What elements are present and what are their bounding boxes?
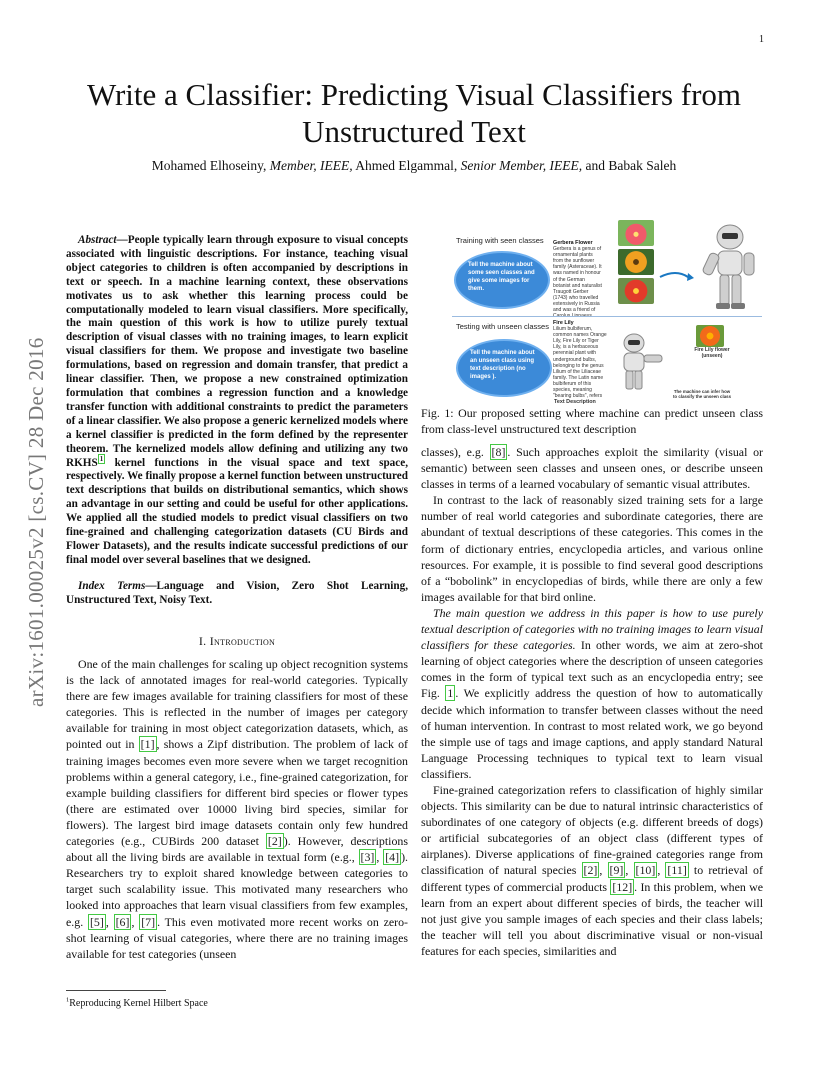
emphasized-text: The main question we address in this paper is how to use purely textual description of categories with no training images to learn visual classifiers for these categories. bbox=[421, 605, 763, 653]
text-run: ). Researchers try to exploit shared knowledge between categories to target such scalability issue. This motivated many researchers who looked into approaches that learn visual classifiers from few examples, e.g. bbox=[66, 850, 408, 929]
robot-icon bbox=[612, 333, 668, 391]
text-run: , bbox=[625, 863, 634, 878]
text-run: ). However, descriptions about all the living birds are available in textual form (e.g., bbox=[66, 834, 408, 865]
fire-lily-label: Fire Lily flower (unseen) bbox=[694, 347, 730, 360]
text-run: In other words, we aim at zero-shot learning of object categories where the description of unseen categories comes in the form of typical text such as an encyclopedia entry; see Fig. bbox=[421, 638, 763, 701]
text-run: . This even motivated more recent works on zero-shot learning of visual categories, where there are no training images available for test categories (unseen bbox=[66, 914, 408, 961]
footnote-divider bbox=[66, 990, 166, 991]
paper-title: Write a Classifier: Predicting Visual Classifiers from Unstructured Text bbox=[86, 77, 742, 149]
text-run: , bbox=[105, 914, 114, 929]
author-name: and Babak Saleh bbox=[585, 158, 677, 173]
citation-link[interactable]: [7] bbox=[141, 914, 156, 929]
citation-link[interactable]: [8] bbox=[491, 445, 506, 459]
footnote-text: Reproducing Kernel Hilbert Space bbox=[69, 998, 208, 1009]
text-run: . In this problem, when we learn from an expert about different species of birds, the teacher will not just give you sample images of each species and their class labels; the teacher will tell you about discriminative visual or non-visual features for each species, similarities and bbox=[421, 879, 764, 958]
citation-link[interactable]: [2] bbox=[583, 863, 598, 878]
gerbera-description bbox=[553, 240, 603, 318]
figure-caption: Fig. 1: Our proposed setting where machine can predict unseen class from class-level unstructured text description bbox=[421, 406, 763, 437]
text-run: . Such approaches exploit the similarity (visual or semantic) between seen classes and unseen ones, or describe unseen classes in terms of a learned vocabulary of semantic visual attributes. bbox=[421, 445, 763, 492]
footnote bbox=[66, 998, 208, 1009]
index-terms bbox=[66, 580, 408, 608]
fire-lily-image bbox=[696, 325, 724, 347]
paragraph: In contrast to the lack of reasonably sized training sets for a large number of real world categories and subordinate categories, there are abundant of textual descriptions of these categories. This comes in the form of dictionary entries, encyclopedia articles, and various online resources. For example, it is possible to find several good descriptions of a “bobolink” in encyclopedias of birds, while there are only a few images available for that bird online. bbox=[421, 493, 763, 604]
author-list bbox=[60, 158, 768, 174]
figure-divider bbox=[452, 316, 762, 317]
citation-link[interactable]: [2] bbox=[267, 834, 282, 849]
description-title: Fire Lily bbox=[553, 320, 574, 326]
abstract-heading: Abstract bbox=[78, 234, 117, 246]
text-run: Fine-grained categorization refers to classification of highly similar objects. This similarity can be due to natural intrinsic characteristics of subordinates of one category of objects (e.g. different breeds of dogs) or artificial subcategories of an object class (different types of airplanes). Diverse applications of fine-grained categories range from classification of natural species bbox=[421, 782, 763, 878]
author-name: Ahmed Elgammal, bbox=[355, 158, 458, 173]
robot-icon bbox=[694, 223, 762, 313]
gerbera-image bbox=[618, 278, 654, 304]
introduction-body bbox=[66, 656, 408, 962]
text-run: , bbox=[376, 850, 384, 865]
paragraph bbox=[66, 656, 408, 962]
citation-link[interactable]: [10] bbox=[635, 863, 656, 878]
paragraph bbox=[421, 605, 763, 782]
section-number: I. bbox=[198, 634, 207, 648]
page-number: 1 bbox=[759, 34, 764, 45]
gerbera-image bbox=[618, 220, 654, 246]
text-run: . We explicitly address the question of how to automatically decide which information to transfer between classes without the need of human intervention. In contrast to most related work, we go beyond the simple use of tags and image captions, and apply standard Natural Language Processing techniques to typical text to learn visual classifiers. bbox=[421, 686, 763, 781]
abstract bbox=[66, 234, 408, 568]
author-name: Mohamed Elhoseiny, bbox=[151, 158, 267, 173]
footnote-mark: 1 bbox=[66, 996, 70, 1004]
right-column-body bbox=[421, 444, 763, 959]
unseen-classes-bubble: Tell the machine about an unseen class using text description (no images ). bbox=[456, 339, 552, 397]
arxiv-identifier[interactable]: arXiv:1601.00025v2 [cs.CV] 28 Dec 2016 bbox=[24, 337, 48, 707]
text-run: to retrieval of different types of commercial products bbox=[421, 863, 763, 894]
citation-link[interactable]: [3] bbox=[360, 850, 375, 865]
unseen-classes-label: Testing with unseen classes bbox=[456, 322, 549, 331]
citation-link[interactable]: [9] bbox=[609, 863, 624, 878]
text-run: , bbox=[657, 863, 666, 878]
abstract-text: kernel functions in the visual space and text space, respectively. We finally propose a kernel function between unstructured text descriptions that builds on distributional semantics, which shows an advantage in our setting and could be useful for other applications. We applied all the studied models to predict visual classifiers on two fine-grained and challenging categorization datasets (CU Birds and Flower Datasets), and the results indicate successful predictions of our final model over several baselines that we designed. bbox=[66, 456, 408, 566]
citation-link[interactable]: [6] bbox=[115, 914, 130, 929]
citation-link[interactable]: [4] bbox=[385, 850, 400, 865]
gerbera-image bbox=[618, 249, 654, 275]
infer-label: The machine can infer how to classify the unseen class bbox=[672, 389, 732, 400]
figure-link[interactable]: 1 bbox=[447, 686, 454, 701]
text-run: classes), e.g. bbox=[421, 445, 490, 459]
citation-link[interactable]: [11] bbox=[667, 863, 687, 878]
index-terms-heading: Index Terms bbox=[78, 580, 146, 592]
text-run: , shows a Zipf distribution. The problem of lack of training images becomes even more severe when we target recognition problems within a general category, i.e., fine-grained categorization, for example building classifiers for different bird species or flower types (there are estimated over 10000 living bird species, similar for flowers). The largest bird image datasets contain only few hundred categories (e.g., CUBirds 200 dataset bbox=[66, 737, 408, 849]
citation-link[interactable]: [1] bbox=[140, 737, 155, 752]
fire-lily-description bbox=[553, 320, 607, 398]
text-description-label: Text Description bbox=[554, 399, 596, 405]
seen-classes-bubble: Tell the machine about some seen classes and give some images for them. bbox=[454, 251, 550, 309]
section-heading bbox=[66, 634, 408, 649]
description-text: Gerbera is a genus of ornamental plants from the sunflower family (Asteraceae). It was named in honour of the German botanist and naturalist Traugott Gerber (1743) who travelled extensively in Russia and was a friend of Carolus Linnaeus. bbox=[553, 246, 602, 318]
paragraph bbox=[421, 782, 763, 959]
citation-link[interactable]: [5] bbox=[89, 914, 104, 929]
text-run: , bbox=[131, 914, 140, 929]
citation-link[interactable]: [12] bbox=[612, 879, 633, 894]
description-title: Gerbera Flower bbox=[553, 240, 593, 246]
index-terms-text: —Language and Vision, Zero Shot Learning, Unstructured Text, Noisy Text. bbox=[66, 580, 408, 606]
section-title: Introduction bbox=[209, 634, 276, 648]
author-role: Senior Member, IEEE, bbox=[460, 158, 583, 173]
description-text: Lilium bulbiferum, common names Orange Lily, Fire Lily or Tiger Lily, is a herbaceous perennial plant with underground bulbs, belonging to the genus Lilium of the Liliaceae family. The Latin name bulbiferum of this species, meaning "bearing bulbs", refers bbox=[553, 326, 607, 398]
text-run: , bbox=[599, 863, 608, 878]
figure-1 bbox=[452, 229, 764, 405]
author-role: Member, IEEE, bbox=[269, 158, 353, 173]
text-run: One of the main challenges for scaling up object recognition systems is the lack of annotated images for real-world categories. Typically there are few images available for training classifiers for most of these categories. This is reflected in the number of images per category available for training in most object categorization datasets, which, as pointed out in bbox=[66, 657, 408, 752]
abstract-text: —People typically learn through exposure to visual concepts associated with linguistic descriptions. For instance, teaching visual object categories to children is often accompanied by descriptions in text or speech. In a machine learning context, these observations motivates us to ask whether this learning process could be computationally modeled to learn visual classifiers. More specifically, the main question of this work is how to utilize purely textual description of visual classes with no training images, to learn explicit visual classifiers for them. We propose and investigate two baseline formulations, based on regression and domain transfer, that predict a linear classifier. Then, we propose a new constrained optimization formulation that combines a regression function and a knowledge transfer function with additional constraints to predict the parameters of a linear classifier. We also propose a generic kernelized models where a kernel classifier is predicted in the form defined by the representer theorem. The kernelized models allow defining and utilizing any two RKHS bbox=[66, 234, 408, 469]
seen-classes-label: Training with seen classes bbox=[456, 236, 544, 245]
arrow-icon bbox=[658, 267, 694, 287]
footnote-link[interactable]: 1 bbox=[99, 454, 104, 463]
paragraph bbox=[421, 444, 763, 492]
